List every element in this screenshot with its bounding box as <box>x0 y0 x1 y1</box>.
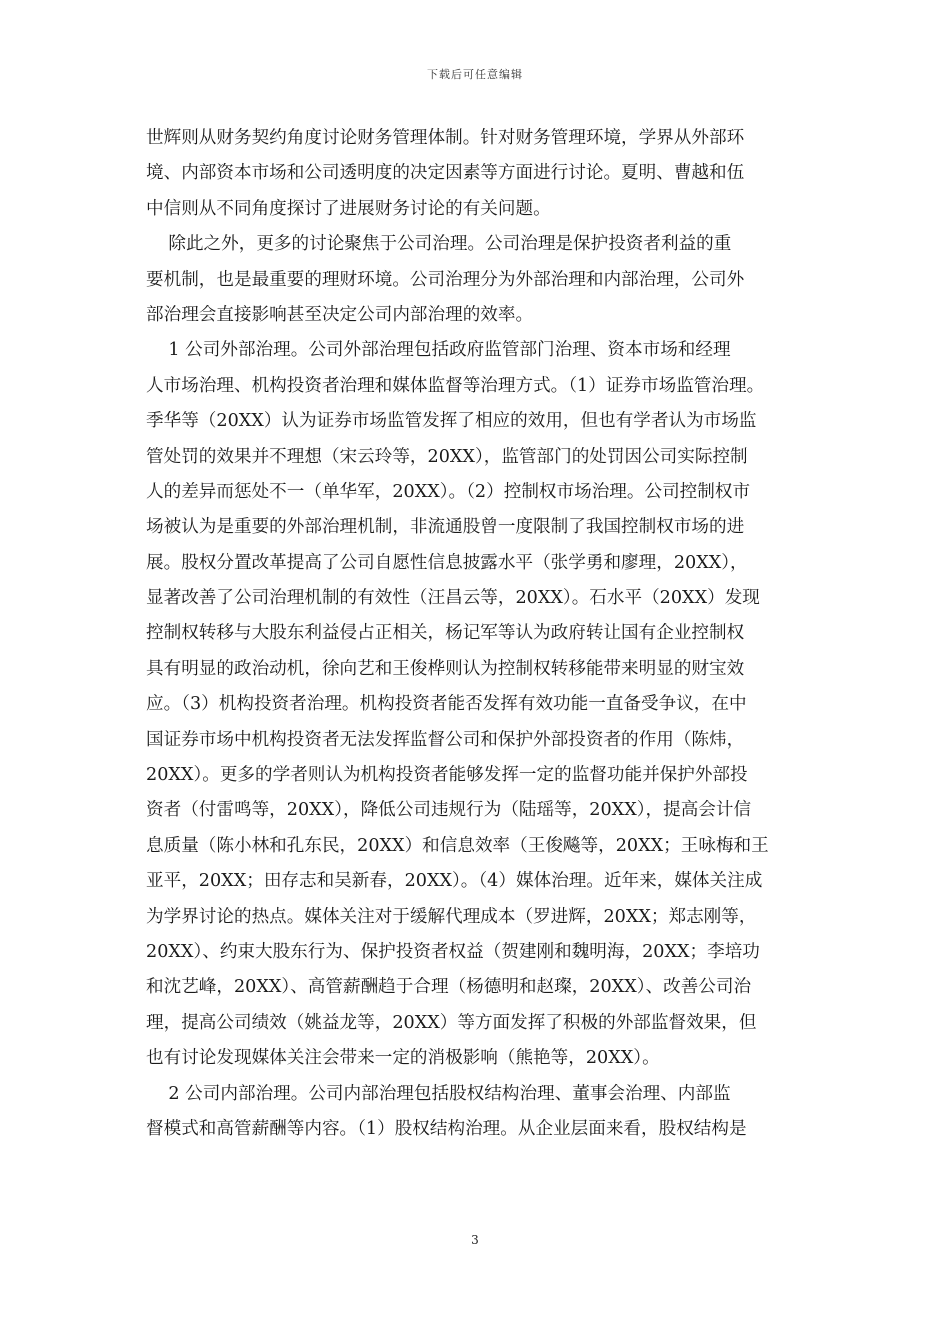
text-line: 境、内部资本市场和公司透明度的决定因素等方面进行讨论。夏明、曹越和伍 <box>146 163 745 184</box>
text-line: 部治理会直接影响甚至决定公司内部治理的效率。 <box>146 304 534 325</box>
text-line: 世辉则从财务契约角度讨论财务管理体制。针对财务管理环境，学界从外部环 <box>146 128 745 148</box>
text-line: 亚平，20XX；田存志和吴新春，20XX）。（4）媒体治理。近年来，媒体关注成 <box>146 871 763 892</box>
text-line: 中信则从不同角度探讨了进展财务讨论的有关问题。 <box>146 198 551 219</box>
text-line: 国证券市场中机构投资者无法发挥监督公司和保护外部投资者的作用（陈炜， <box>146 729 745 750</box>
text-line: 2 公司内部治理。公司内部治理包括股权结构治理、董事会治理、内部监 <box>146 1083 731 1104</box>
text-line: 除此之外，更多的讨论聚焦于公司治理。公司治理是保护投资者利益的重 <box>146 234 732 255</box>
text-line: 季华等（20XX）认为证券市场监管发挥了相应的效用，但也有学者认为市场监 <box>146 411 757 432</box>
text-line: 也有讨论发现媒体关注会带来一定的消极影响（熊艳等，20XX）。 <box>146 1048 660 1069</box>
text-line: 控制权转移与大股东利益侵占正相关，杨记军等认为政府转让国有企业控制权 <box>146 623 745 644</box>
text-line: 和沈艺峰，20XX）、高管薪酬趋于合理（杨德明和赵璨，20XX）、改善公司治 <box>146 977 752 998</box>
text-line: 为学界讨论的热点。媒体关注对于缓解代理成本（罗进辉，20XX；郑志刚等， <box>146 906 757 927</box>
text-line: 息质量（陈小林和孔东民，20XX）和信息效率（王俊飚等，20XX；王咏梅和王 <box>146 835 769 856</box>
text-line: 展。股权分置改革提高了公司自愿性信息披露水平（张学勇和廖理，20XX）， <box>146 552 748 573</box>
text-line: 要机制，也是最重要的理财环境。公司治理分为外部治理和内部治理，公司外 <box>146 269 745 290</box>
text-line: 20XX）。更多的学者则认为机构投资者能够发挥一定的监督功能并保护外部投 <box>146 765 748 786</box>
text-line: 1 公司外部治理。公司外部治理包括政府监管部门治理、资本市场和经理 <box>146 340 731 361</box>
page-header: 下载后可任意编辑 <box>427 68 523 81</box>
text-line: 资者（付雷鸣等，20XX），降低公司违规行为（陆瑶等，20XX），提高会计信 <box>146 800 752 821</box>
text-line: 具有明显的政治动机，徐向艺和王俊桦则认为控制权转移能带来明显的财宝效 <box>146 658 745 679</box>
text-line: 20XX）、约束大股东行为、保护投资者权益（贺建刚和魏明海，20XX；李培功 <box>146 941 760 962</box>
text-line: 应。（3）机构投资者治理。机构投资者能否发挥有效功能一直备受争议，在中 <box>146 694 747 715</box>
page-number: 3 <box>471 1233 479 1247</box>
text-line: 管处罚的效果并不理想（宋云玲等，20XX），监管部门的处罚因公司实际控制 <box>146 446 748 467</box>
text-line: 人的差异而惩处不一（单华军，20XX）。（2）控制权市场治理。公司控制权市 <box>146 481 751 502</box>
text-line: 显著改善了公司治理机制的有效性（汪昌云等，20XX）。石水平（20XX）发现 <box>146 588 760 609</box>
text-line: 督模式和高管薪酬等内容。（1）股权结构治理。从企业层面来看，股权结构是 <box>146 1118 747 1139</box>
text-line: 人市场治理、机构投资者治理和媒体监督等治理方式。（1）证券市场监管治理。 <box>146 375 765 396</box>
text-line: 场被认为是重要的外部治理机制，非流通股曾一度限制了我国控制权市场的进 <box>146 517 745 538</box>
text-line: 理，提高公司绩效（姚益龙等，20XX）等方面发挥了积极的外部监督效果，但 <box>146 1012 757 1033</box>
body-text <box>146 121 808 1147</box>
